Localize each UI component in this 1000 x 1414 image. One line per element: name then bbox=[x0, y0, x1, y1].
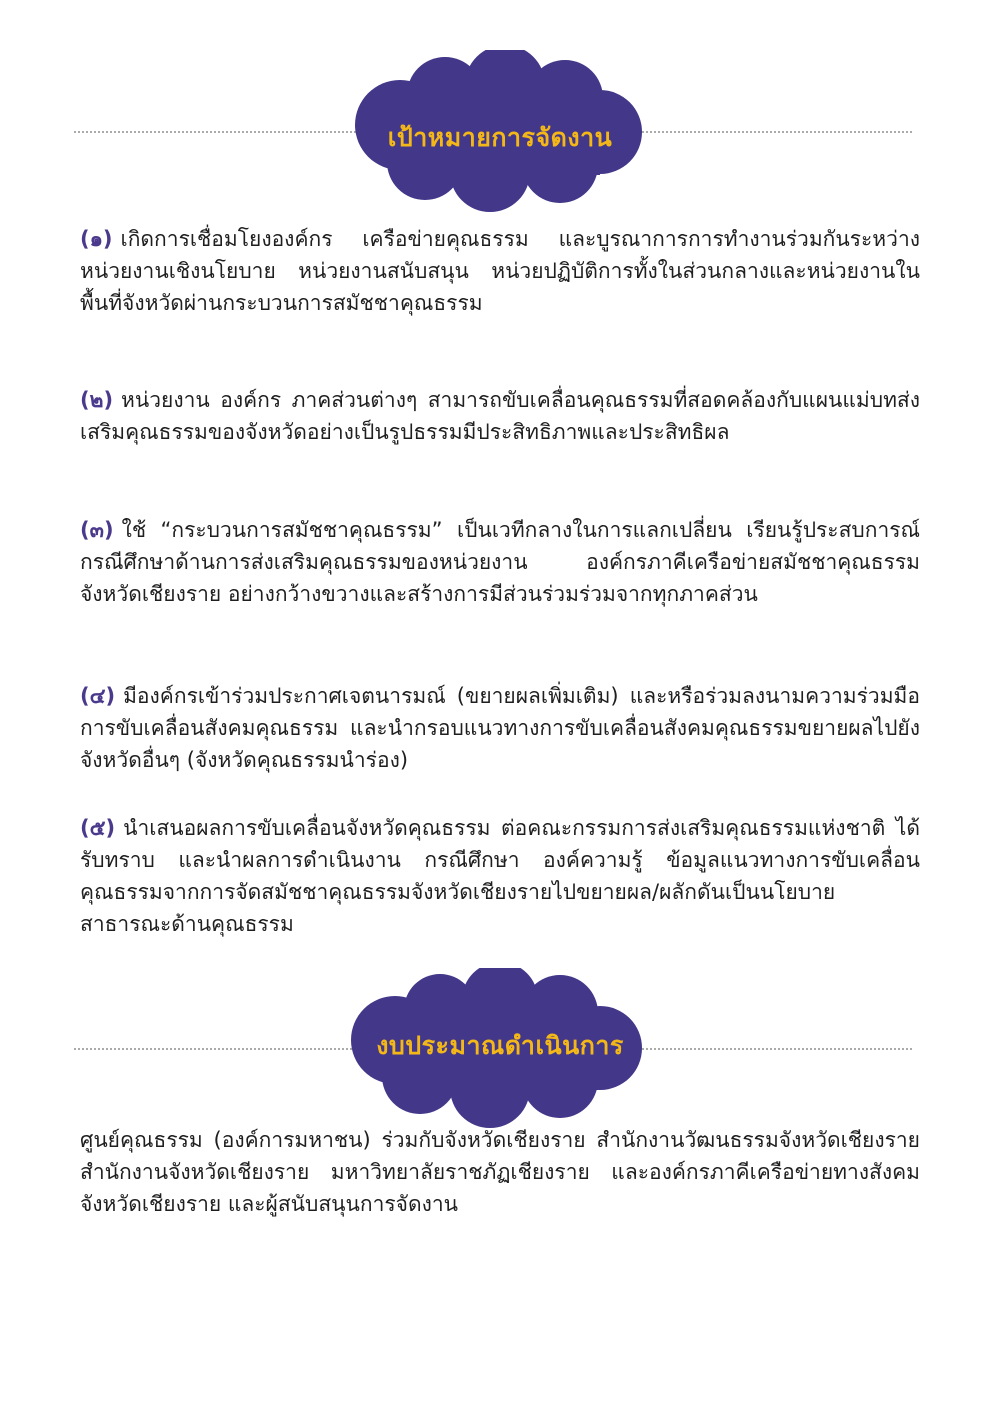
goal-text: นำเสนอผลการขับเคลื่อนจังหวัดคุณธรรม ต่อคณะกรรมการส่งเสริมคุณธรรมแห่งชาติ ได้รับทราบ และนำผลการดำเนินงาน กรณีศึกษา องค์ความรู้ ข้อมูลแนวทางการขับเคลื่อนคุณธรรมจากการจัดสมัชชาคุณธรรมจังหวัดเชียงรายไปขยายผล/ผลักดันเป็นนโยบายสาธารณะด้านคุณธรรม bbox=[80, 816, 920, 936]
goal-text: มีองค์กรเข้าร่วมประกาศเจตนารมณ์ (ขยายผลเพิ่มเติม) และหรือร่วมลงนามความร่วมมือการขับเคลื่อนสังคมคุณธรรม และนำกรอบแนวทางการขับเคลื่อนสังคมคุณธรรมขยายผลไปยังจังหวัดอื่นๆ (จังหวัดคุณธรรมนำร่อง) bbox=[80, 684, 920, 772]
goal-item bbox=[80, 812, 920, 940]
goal-number: (๓) bbox=[80, 518, 114, 542]
goal-number: (๑) bbox=[80, 227, 113, 251]
goals-section-title: เป้าหมายการจัดงาน bbox=[387, 123, 613, 152]
budget-section-title: งบประมาณดำเนินการ bbox=[376, 1031, 624, 1060]
goal-item bbox=[80, 223, 920, 319]
goal-text: หน่วยงาน องค์กร ภาคส่วนต่างๆ สามารถขับเคลื่อนคุณธรรมที่สอดคล้องกับแผนแม่บทส่งเสริมคุณธรรมของจังหวัดอย่างเป็นรูปธรรมมีประสิทธิภาพและประสิทธิผล bbox=[80, 388, 920, 444]
goal-text: ใช้ “กระบวนการสมัชชาคุณธรรม” เป็นเวทีกลางในการแลกเปลี่ยน เรียนรู้ประสบการณ์ กรณีศึกษาด้านการส่งเสริมคุณธรรมของหน่วยงาน องค์กรภาคีเครือข่ายสมัชชาคุณธรรมจังหวัดเชียงราย อย่างกว้างขวางและสร้างการมีส่วนร่วมร่วมจากทุกภาคส่วน bbox=[80, 518, 920, 606]
budget-text: ศูนย์คุณธรรม (องค์การมหาชน) ร่วมกับจังหวัดเชียงราย สำนักงานวัฒนธรรมจังหวัดเชียงราย สำนักงานจังหวัดเชียงราย มหาวิทยาลัยราชภัฏเชียงราย และองค์กรภาคีเครือข่ายทางสังคมจังหวัดเชียงราย และผู้สนับสนุนการจัดงาน bbox=[80, 1128, 920, 1216]
goal-number: (๒) bbox=[80, 388, 114, 412]
budget-section-header bbox=[0, 968, 1000, 1138]
goals-section-header bbox=[0, 50, 1000, 220]
goal-item bbox=[80, 384, 920, 448]
goal-text: เกิดการเชื่อมโยงองค์กร เครือข่ายคุณธรรม และบูรณาการการทำงานร่วมกันระหว่างหน่วยงานเชิงนโยบาย หน่วยงานสนับสนุน หน่วยปฏิบัติการทั้งในส่วนกลางและหน่วยงานในพื้นที่จังหวัดผ่านกระบวนการสมัชชาคุณธรรม bbox=[80, 227, 920, 315]
goal-number: (๕) bbox=[80, 816, 116, 840]
goal-item bbox=[80, 680, 920, 776]
goal-number: (๔) bbox=[80, 684, 116, 708]
goal-item bbox=[80, 514, 920, 610]
